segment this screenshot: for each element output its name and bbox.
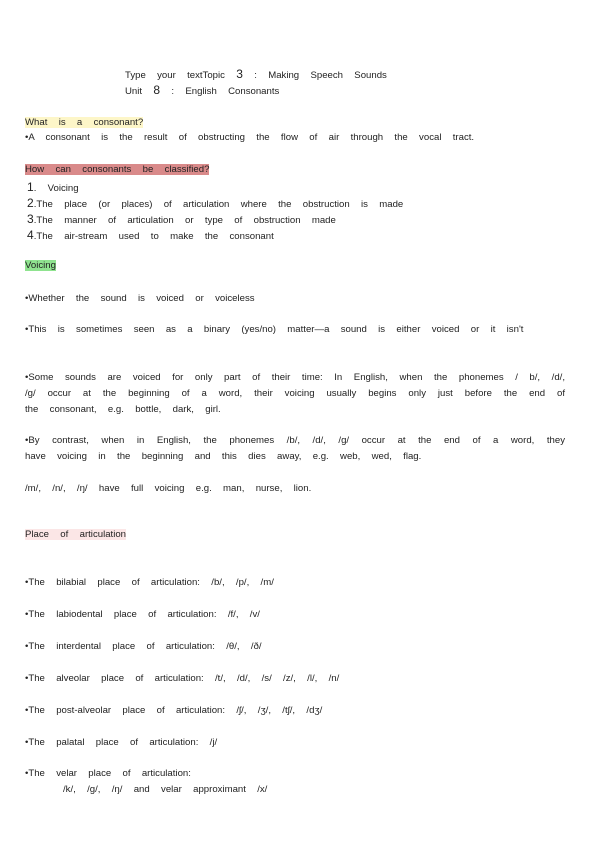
consonant-definition: •A consonant is the result of obstructing the flow of air through the vocal tract. [25,132,475,143]
header-topic-text: Type your textTopic [125,70,225,81]
classify-item-number: 4 [27,228,34,242]
place-item-interdental: •The interdental place of articulation: /θ/, /ð/ [25,641,262,652]
place-item-velar: •The velar place of articulation: [25,768,191,779]
header-unit-text: Unit [125,86,143,97]
voicing-para-5: /m/, /n/, /ŋ/ have full voicing e.g. man, nurse, lion. [25,483,312,494]
consonant-heading: What is a consonant? [25,117,144,128]
place-heading: Place of articulation [25,529,127,540]
topic-number: 3 [236,67,243,81]
place-item-post-alveolar: •The post-alveolar place of articulation: /ʃ/, /ʒ/, /tʃ/, /dʒ/ [25,705,323,716]
header-line-1 [125,67,387,81]
classify-heading: How can consonants be classified? [25,164,210,175]
classify-item-number: 2 [27,196,34,210]
classify-item-1 [27,180,79,194]
classify-item-4 [27,228,274,242]
header-line-2 [125,83,279,97]
classify-item-2 [27,196,403,210]
classify-item-text: .The air-stream used to make the consonant [33,231,274,242]
classify-item-text: .The manner of articulation or type of obstruction made [33,215,336,226]
voicing-para-1: •Whether the sound is voiced or voiceless [25,293,255,304]
place-item-bilabial: •The bilabial place of articulation: /b/, /p/, /m/ [25,577,274,588]
consonant-heading-wrap [25,117,143,128]
voicing-heading: Voicing [25,260,56,271]
header-topic-title: : Making Speech Sounds [254,70,387,81]
classify-item-text: .The place (or places) of articulation where the obstruction is made [33,199,404,210]
voicing-para-4: •By contrast, when in English, the phonemes /b/, /d/, /g/ occur at the end of a word, they have voicing in the beginning and this dies away, e.g. web, wed, flag. [25,435,565,462]
place-item-palatal: •The palatal place of articulation: /j/ [25,737,218,748]
classify-heading-wrap [25,164,209,175]
place-item-alveolar: •The alveolar place of articulation: /t/, /d/, /s/ /z/, /l/, /n/ [25,673,340,684]
place-heading-wrap [25,529,126,540]
voicing-para-3: •Some sounds are voiced for only part of their time: In English, when the phonemes / b/, /d/, /g/ occur at the beginning of a word, their voicing usually begins only just before the end of the consonant, e.g. bottle, dark, girl. [25,372,565,415]
classify-item-number: 1 [27,180,34,194]
header-unit-title: : English Consonants [171,86,280,97]
place-item-labiodental: •The labiodental place of articulation: /f/, /v/ [25,609,260,620]
voicing-para-2: •This is sometimes seen as a binary (yes/no) matter—a sound is either voiced or it isn't [25,324,524,335]
classify-item-text: . Voicing [33,183,79,194]
place-item-velar-continuation: /k/, /g/, /ŋ/ and velar approximant /x/ [63,784,268,795]
classify-item-number: 3 [27,212,34,226]
classify-item-3 [27,212,336,226]
unit-number: 8 [153,83,161,97]
voicing-heading-wrap [25,260,56,271]
